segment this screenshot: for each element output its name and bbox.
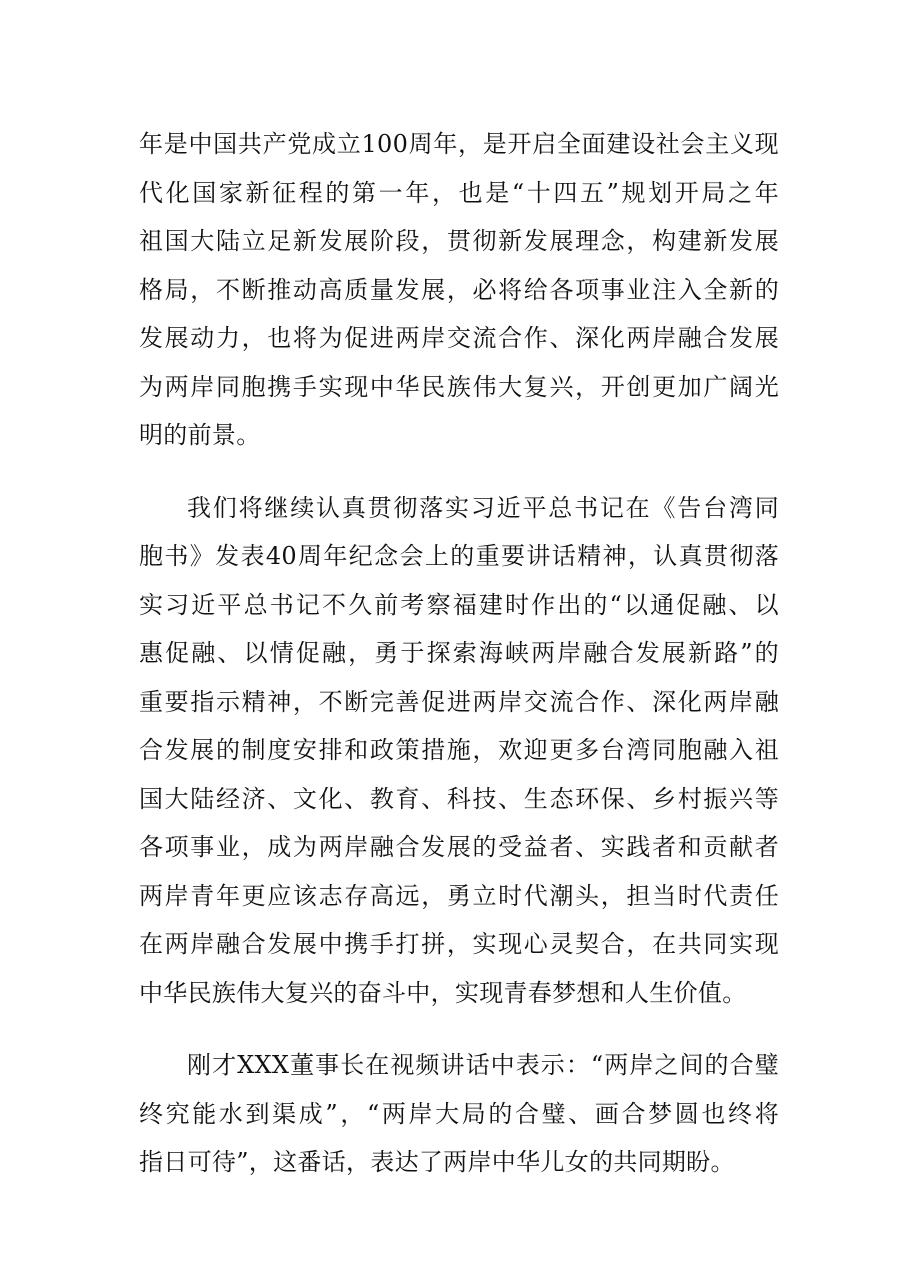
text-line: 国大陆经济、文化、教育、科技、生态环保、乡村振兴等 [139, 784, 779, 813]
text-line: 在两岸融合发展中携手打拼，实现心灵契合，在共同实现 [139, 930, 779, 958]
text-line: 合发展的制度安排和政策措施，欢迎更多台湾同胞融入祖 [139, 736, 779, 764]
text-line: 各项事业，成为两岸融合发展的受益者、实践者和贡献者 [139, 833, 779, 861]
text-line: 两岸青年更应该志存高远，勇立时代潮头，担当时代责任 [139, 881, 779, 910]
text-line: 格局，不断推动高质量发展，必将给各项事业注入全新的 [139, 275, 779, 304]
text-line: 祖国大陆立足新发展阶段，贯彻新发展理念，构建新发展 [139, 227, 779, 255]
text-line: 中华民族伟大复兴的奋斗中，实现青春梦想和人生价值。 [139, 978, 747, 1007]
text-line: 年是中国共产党成立100周年，是开启全面建设社会主义现 [139, 130, 779, 158]
text-line: 实习近平总书记不久前考察福建时作出的“以通促融、以 [139, 590, 779, 619]
text-line: 代化国家新征程的第一年，也是“十四五”规划开局之年 [139, 178, 779, 207]
text-line: 指日可待”，这番话，表达了两岸中华儿女的共同期盼。 [139, 1148, 735, 1176]
text-line: 重要指示精神，不断完善促进两岸交流合作、深化两岸融 [139, 687, 779, 716]
text-line: 为两岸同胞携手实现中华民族伟大复兴，开创更加广阔光 [139, 372, 779, 401]
paragraph-1 [139, 120, 779, 460]
paragraph-2 [139, 484, 779, 1018]
paragraph-3 [139, 1041, 779, 1187]
document-body [139, 120, 779, 1187]
text-line: 我们将继续认真贯彻落实习近平总书记在《告台湾同 [187, 493, 779, 522]
text-line: 刚才XXX董事长在视频讲话中表示：“两岸之间的合璧 [187, 1051, 779, 1079]
text-line: 明的前景。 [139, 421, 261, 449]
text-line: 终究能水到渠成”，“两岸大局的合璧、画合梦圆也终将 [139, 1099, 779, 1128]
text-line: 惠促融、以情促融，勇于探索海峡两岸融合发展新路”的 [139, 639, 779, 667]
text-line: 发展动力，也将为促进两岸交流合作、深化两岸融合发展 [139, 324, 779, 352]
text-line: 胞书》发表40周年纪念会上的重要讲话精神，认真贯彻落 [139, 542, 779, 570]
